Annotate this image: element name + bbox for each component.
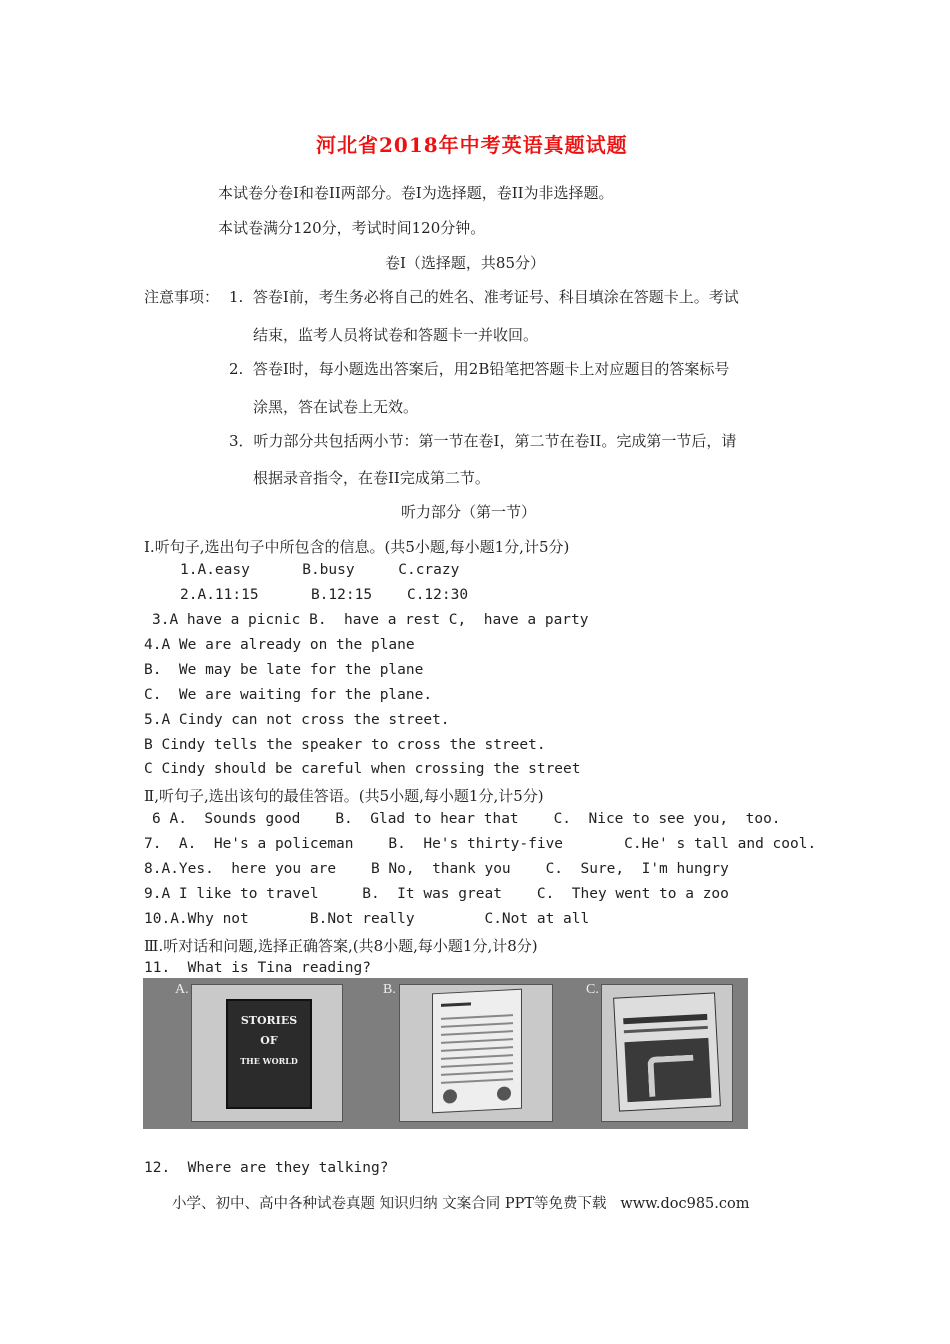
magazine <box>613 992 721 1111</box>
option-a-label: A. <box>175 982 189 997</box>
question-5-a: 5.A Cindy can not cross the street. <box>144 712 450 728</box>
book-title-line-3: THE WORLD <box>240 1056 298 1066</box>
question-2: 2.A.11:15 B.12:15 C.12:30 <box>180 587 469 603</box>
page-title: 河北省2018年中考英语真题试题 <box>316 133 628 157</box>
question-1: 1.A.easy B.busy C.crazy <box>180 562 460 578</box>
intro-line-1: 本试卷分卷I和卷II两部分。卷I为选择题，卷II为非选择题。 <box>218 184 614 202</box>
question-11: 11. What is Tina reading? <box>144 960 371 976</box>
section1-heading: 卷I（选择题，共85分） <box>385 254 546 272</box>
newspaper-page <box>432 989 522 1114</box>
question-4-c: C. We are waiting for the plane. <box>144 687 433 703</box>
question-4-a: 4.A We are already on the plane <box>144 637 415 653</box>
question-6: 6 A. Sounds good B. Glad to hear that C. Nice to see you, too. <box>152 811 781 827</box>
footer-text: 小学、初中、高中各种试卷真题 知识归纳 文案合同 PPT等免费下载 www.doc985.com <box>172 1196 750 1212</box>
book-title-line-1: STORIES <box>240 1014 298 1027</box>
question-5-b: B Cindy tells the speaker to cross the street. <box>144 737 546 753</box>
intro-line-2: 本试卷满分120分，考试时间120分钟。 <box>218 219 486 237</box>
note-item-2-cont: 涂黑，答在试卷上无效。 <box>253 398 419 416</box>
question-12: 12. Where are they talking? <box>144 1160 389 1176</box>
question-3: 3.A have a picnic B. have a rest C, have a party <box>152 612 589 628</box>
part2-instruction: Ⅱ,听句子,选出该句的最佳答语。(共5小题,每小题1分,计5分) <box>144 787 544 805</box>
option-c-label: C. <box>586 982 599 997</box>
listening-heading: 听力部分（第一节） <box>401 503 537 521</box>
notes-label: 注意事项： <box>144 288 220 306</box>
option-b-picture <box>399 984 553 1122</box>
question-10: 10.A.Why not B.Not really C.Not at all <box>144 911 590 927</box>
note-item-2: 2. 答卷I时，每小题选出答案后，用2B铅笔把答题卡上对应题目的答案标号 <box>229 360 730 378</box>
question-5-c: C Cindy should be careful when crossing the street <box>144 761 581 777</box>
part1-instruction: I.听句子,选出句子中所包含的信息。(共5小题,每小题1分,计5分) <box>144 538 570 556</box>
note-item-1: 1. 答卷I前，考生务必将自己的姓名、准考证号、科目填涂在答题卡上。考试 <box>229 288 739 306</box>
book-title-line-2: OF <box>260 1034 278 1047</box>
note-item-3-cont: 根据录音指令，在卷II完成第二节。 <box>253 469 490 487</box>
question-11-figure <box>143 978 748 1129</box>
option-a-picture <box>191 984 343 1122</box>
option-b-label: B. <box>383 982 396 997</box>
question-9: 9.A I like to travel B. It was great C. They went to a zoo <box>144 886 729 902</box>
book-cover <box>226 999 312 1109</box>
part3-instruction: Ⅲ.听对话和问题,选择正确答案,(共8小题,每小题1分,计8分) <box>144 937 538 955</box>
option-c-picture <box>601 984 733 1122</box>
note-item-1-cont: 结束，监考人员将试卷和答题卡一并收回。 <box>253 326 539 344</box>
question-8: 8.A.Yes. here you are B No, thank you C. Sure, I'm hungry <box>144 861 729 877</box>
question-4-b: B. We may be late for the plane <box>144 662 424 678</box>
note-item-3: 3．听力部分共包括两小节：第一节在卷I，第二节在卷II。完成第一节后，请 <box>229 432 737 450</box>
question-7: 7. A. He's a policeman B. He's thirty-five C.He' s tall and cool. <box>144 836 817 852</box>
